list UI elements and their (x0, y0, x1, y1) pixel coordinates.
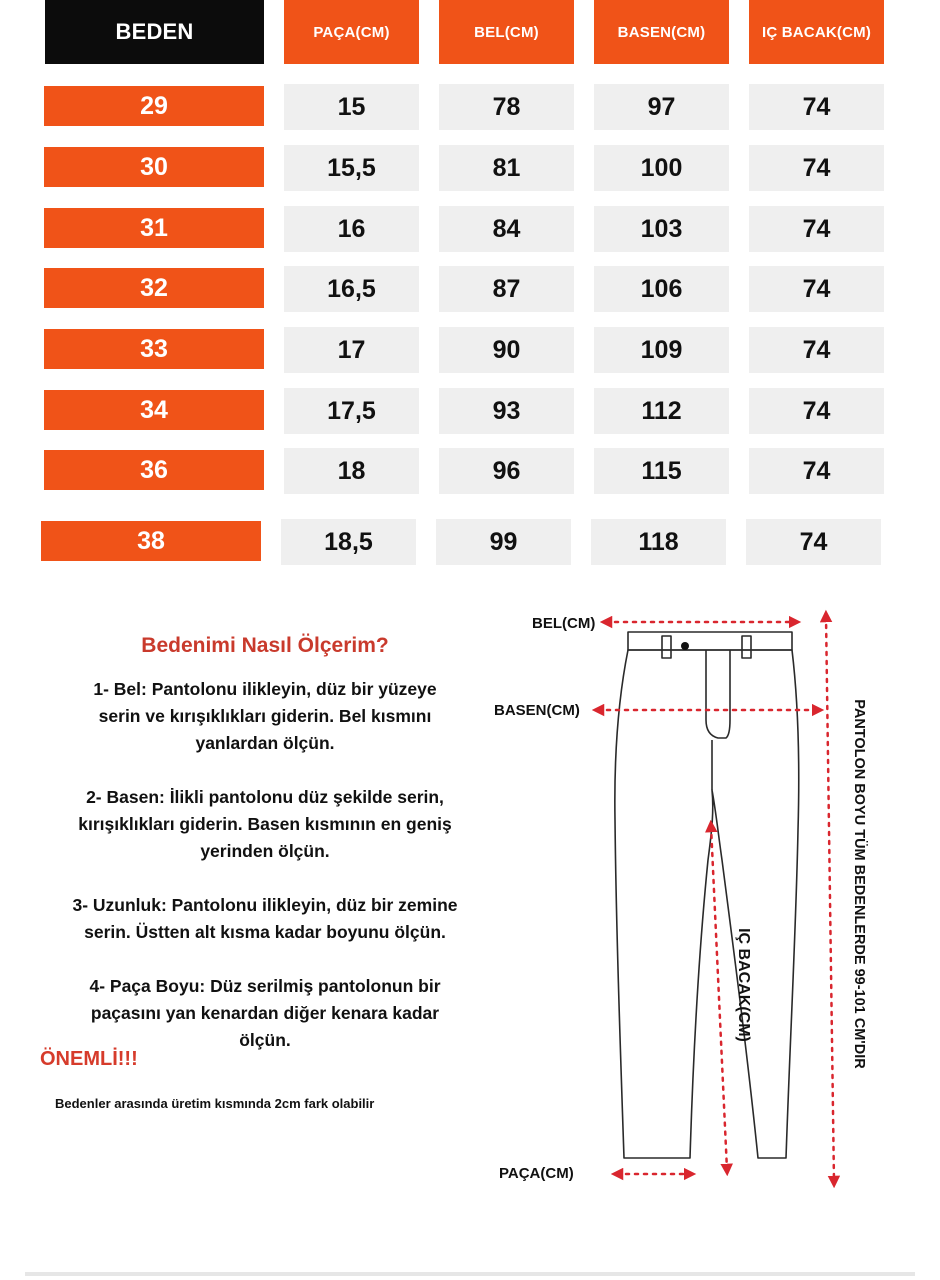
basen-cell: 118 (591, 519, 726, 565)
basen-cell: 100 (594, 145, 729, 191)
boy-arrow (826, 616, 834, 1182)
howto-title: Bedenimi Nasıl Ölçerim? (141, 634, 389, 657)
header-basen: BASEN(CM) (594, 0, 729, 64)
ic-bacak-cell: 74 (749, 448, 884, 494)
paca-cell: 18,5 (281, 519, 416, 565)
size-cell: 29 (44, 86, 264, 126)
ic-bacak-cell: 74 (746, 519, 881, 565)
ic-bacak-cell: 74 (749, 388, 884, 434)
basen-cell: 106 (594, 266, 729, 312)
bel-label: BEL(CM) (532, 615, 596, 632)
basen-cell: 103 (594, 206, 729, 252)
bel-cell: 81 (439, 145, 574, 191)
ic-bacak-cell: 74 (749, 84, 884, 130)
ic-bacak-cell: 74 (749, 145, 884, 191)
step-line: yerinden ölçün. (200, 841, 330, 861)
length-note: PANTOLON BOYU TÜM BEDENLERDE 99-101 CM'DIR (851, 699, 867, 1069)
basen-label: BASEN(CM) (494, 702, 580, 719)
step-line: ölçün. (239, 1030, 291, 1050)
step-line: paçasını yan kenardan diğer kenara kadar (90, 1003, 440, 1023)
size-cell: 38 (41, 521, 261, 561)
header-ic-bacak: IÇ BACAK(CM) (749, 0, 884, 64)
step-line: 2- Basen: İlikli pantolonu düz şekilde serin, (86, 787, 444, 807)
bel-cell: 78 (439, 84, 574, 130)
bel-cell: 87 (439, 266, 574, 312)
step-line: 3- Uzunluk: Pantolonu ilikleyin, düz bir zemine (72, 895, 458, 915)
ic-bacak-label: IÇ BACAK(CM) (735, 928, 752, 1042)
basen-cell: 112 (594, 388, 729, 434)
ic-bacak-cell: 74 (749, 266, 884, 312)
footnote: Bedenler arasında üretim kısmında 2cm fark olabilir (55, 1096, 375, 1111)
waistband (628, 632, 792, 650)
basen-cell: 109 (594, 327, 729, 373)
paca-cell: 15,5 (284, 145, 419, 191)
ic-bacak-cell: 74 (749, 206, 884, 252)
basen-cell: 97 (594, 84, 729, 130)
basen-cell: 115 (594, 448, 729, 494)
size-cell: 33 (44, 329, 264, 369)
size-cell: 31 (44, 208, 264, 248)
paca-cell: 16 (284, 206, 419, 252)
paca-cell: 16,5 (284, 266, 419, 312)
button-icon (681, 642, 689, 650)
bel-cell: 99 (436, 519, 571, 565)
size-cell: 30 (44, 147, 264, 187)
belt-loop-right (742, 636, 751, 658)
paca-cell: 15 (284, 84, 419, 130)
divider (25, 1272, 915, 1276)
step-line: 4- Paça Boyu: Düz serilmiş pantolonun bir (89, 976, 441, 996)
step-line: serin ve kırışıklıkları giderin. Bel kısmını (98, 706, 432, 726)
header-bel: BEL(CM) (439, 0, 574, 64)
step-line: 1- Bel: Pantolonu ilikleyin, düz bir yüzeye (93, 679, 437, 699)
paca-cell: 18 (284, 448, 419, 494)
step-line: kırışıklıkları giderin. Basen kısmının en geniş (78, 814, 452, 834)
header-paca: PAÇA(CM) (284, 0, 419, 64)
header-beden: BEDEN (45, 0, 264, 64)
bel-cell: 84 (439, 206, 574, 252)
paca-cell: 17,5 (284, 388, 419, 434)
paca-label: PAÇA(CM) (499, 1165, 574, 1182)
ic-bacak-cell: 74 (749, 327, 884, 373)
important-note: ÖNEMLİ!!! (40, 1048, 138, 1070)
size-cell: 32 (44, 268, 264, 308)
paca-cell: 17 (284, 327, 419, 373)
fly (706, 650, 730, 738)
belt-loop-left (662, 636, 671, 658)
size-cell: 36 (44, 450, 264, 490)
step-line: yanlardan ölçün. (195, 733, 335, 753)
bel-cell: 96 (439, 448, 574, 494)
bel-cell: 93 (439, 388, 574, 434)
size-cell: 34 (44, 390, 264, 430)
step-line: serin. Üstten alt kısma kadar boyunu ölçün. (84, 922, 446, 942)
bel-cell: 90 (439, 327, 574, 373)
